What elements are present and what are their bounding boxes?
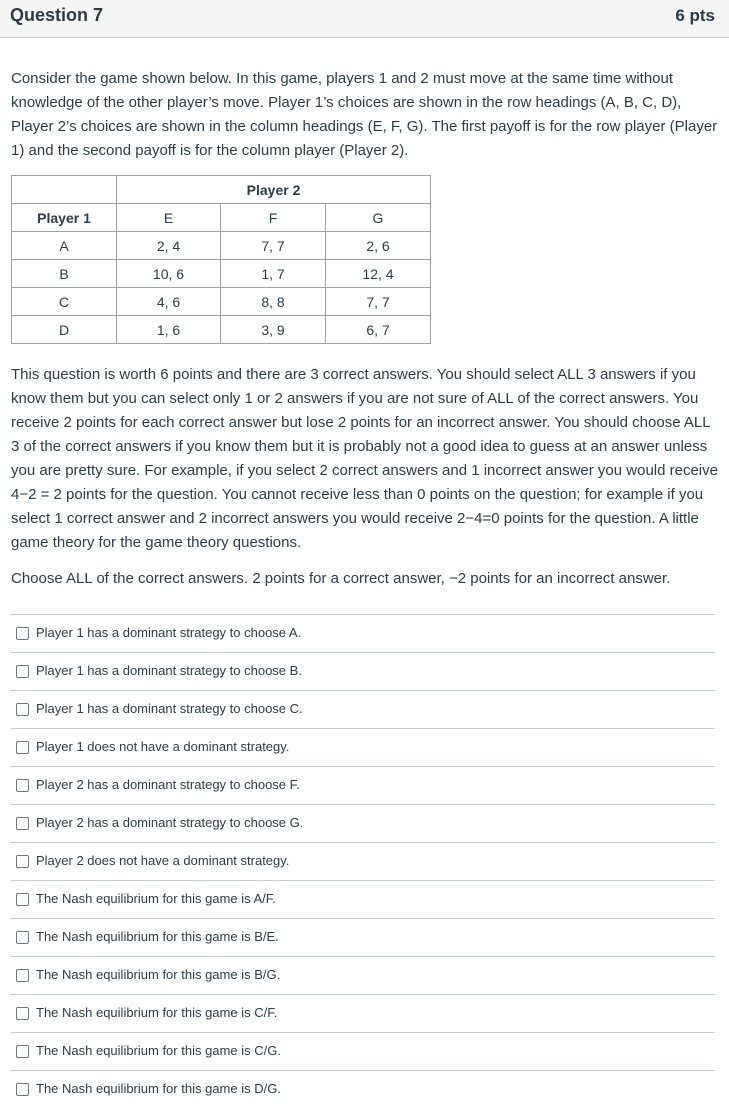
answer-checkbox[interactable] [16, 703, 29, 716]
table-row [12, 260, 431, 288]
answer-checkbox[interactable] [16, 1083, 29, 1096]
answer-checkbox[interactable] [16, 931, 29, 944]
answer-list [11, 614, 715, 1108]
row-header: A [12, 232, 117, 260]
payoff-cell: 12, 4 [326, 260, 431, 288]
payoff-cell: 3, 9 [221, 316, 326, 344]
answer-checkbox[interactable] [16, 817, 29, 830]
column-header: G [326, 204, 431, 232]
answer-label[interactable]: Player 1 does not have a dominant strategy. [36, 739, 290, 754]
scoring-info-text: This question is worth 6 points and there are 3 correct answers. You should select ALL 3 answers if you know them but you can select only 1 or 2 answers if you are not sure of ALL of the correct answers. You receive 2 points for each correct answer but lose 2 points for an incorrect answer. You should choose ALL 3 of the correct answers if you know them but it is probably not a good idea to guess at an answer unless you are pretty sure. For example, if you select 2 correct answers and 1 incorrect answer you would receive 4−2 = 2 points for the question. You cannot receive less than 0 points on the question; for example if you select 1 correct answer and 2 incorrect answers you would receive 2−4=0 points for the question. A little game theory for the game theory questions. [11, 366, 718, 551]
answer-label[interactable]: The Nash equilibrium for this game is C/F. [36, 1005, 278, 1020]
answer-option[interactable] [11, 614, 715, 652]
table-corner-cell [12, 176, 117, 204]
answer-option[interactable] [11, 1032, 715, 1070]
answer-option[interactable] [11, 690, 715, 728]
answer-label[interactable]: The Nash equilibrium for this game is B/E. [36, 929, 279, 944]
player1-header: Player 1 [12, 204, 117, 232]
answer-label[interactable]: The Nash equilibrium for this game is C/G. [36, 1043, 281, 1058]
table-row [12, 232, 431, 260]
answer-checkbox[interactable] [16, 1007, 29, 1020]
payoff-cell: 4, 6 [117, 288, 221, 316]
answer-label[interactable]: The Nash equilibrium for this game is B/G. [36, 967, 281, 982]
answer-option[interactable] [11, 918, 715, 956]
answer-checkbox[interactable] [16, 855, 29, 868]
answer-label[interactable]: Player 2 has a dominant strategy to choose G. [36, 815, 304, 830]
answer-label[interactable]: The Nash equilibrium for this game is A/F. [36, 891, 276, 906]
column-header: E [117, 204, 221, 232]
row-header: D [12, 316, 117, 344]
payoff-cell: 7, 7 [326, 288, 431, 316]
answer-label[interactable]: The Nash equilibrium for this game is D/G. [36, 1081, 281, 1096]
answer-option[interactable] [11, 994, 715, 1032]
answer-label[interactable]: Player 2 does not have a dominant strategy. [36, 853, 290, 868]
answer-option[interactable] [11, 652, 715, 690]
answer-checkbox[interactable] [16, 893, 29, 906]
answer-label[interactable]: Player 2 has a dominant strategy to choose F. [36, 777, 300, 792]
answer-option[interactable] [11, 1070, 715, 1108]
answer-option[interactable] [11, 728, 715, 766]
table-column-row [12, 204, 431, 232]
player2-header: Player 2 [117, 176, 431, 204]
payoff-cell: 7, 7 [221, 232, 326, 260]
table-row [12, 288, 431, 316]
question-points: 6 pts [675, 6, 715, 25]
answer-option[interactable] [11, 880, 715, 918]
answer-checkbox[interactable] [16, 969, 29, 982]
payoff-cell: 6, 7 [326, 316, 431, 344]
answer-label[interactable]: Player 1 has a dominant strategy to choose A. [36, 625, 302, 640]
column-header: F [221, 204, 326, 232]
question-title: Question 7 [10, 5, 104, 25]
answer-option[interactable] [11, 956, 715, 994]
table-header-row [12, 176, 431, 204]
instruction-text: Choose ALL of the correct answers. 2 points for a correct answer, −2 points for an incorrect answer. [11, 570, 671, 587]
table-row [12, 316, 431, 344]
answer-option[interactable] [11, 842, 715, 880]
question-intro-text: Consider the game shown below. In this game, players 1 and 2 must move at the same time without knowledge of the other player’s move. Player 1’s choices are shown in the row headings (A, B, C, D), Player 2’s choices are shown in the column headings (E, F, G). The first payoff is for the row player (Player 1) and the second payoff is for the column player (Player 2). [11, 70, 718, 159]
answer-checkbox[interactable] [16, 1045, 29, 1058]
row-header: C [12, 288, 117, 316]
payoff-cell: 8, 8 [221, 288, 326, 316]
answer-checkbox[interactable] [16, 779, 29, 792]
answer-checkbox[interactable] [16, 741, 29, 754]
payoff-table [11, 175, 431, 344]
payoff-cell: 1, 7 [221, 260, 326, 288]
answer-option[interactable] [11, 766, 715, 804]
payoff-cell: 10, 6 [117, 260, 221, 288]
row-header: B [12, 260, 117, 288]
answer-checkbox[interactable] [16, 627, 29, 640]
payoff-cell: 1, 6 [117, 316, 221, 344]
answer-option[interactable] [11, 804, 715, 842]
question-header [0, 0, 729, 38]
answer-label[interactable]: Player 1 has a dominant strategy to choose B. [36, 663, 302, 678]
answer-label[interactable]: Player 1 has a dominant strategy to choose C. [36, 701, 303, 716]
answer-checkbox[interactable] [16, 665, 29, 678]
payoff-cell: 2, 6 [326, 232, 431, 260]
payoff-cell: 2, 4 [117, 232, 221, 260]
